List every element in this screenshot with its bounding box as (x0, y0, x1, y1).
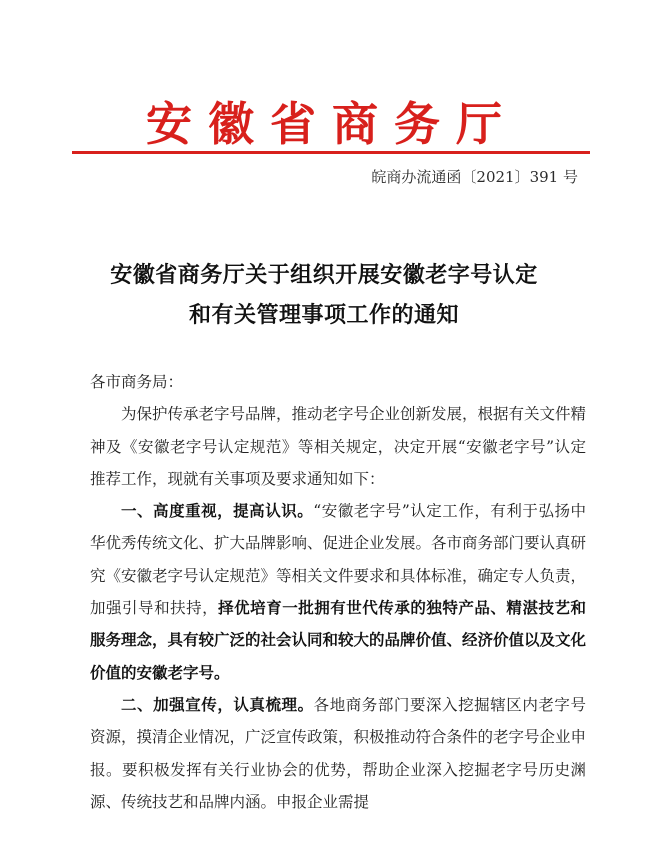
section-1-paragraph (90, 495, 586, 689)
document-body (90, 366, 586, 818)
section-2-heading: 二、加强宣传，认真梳理。 (121, 694, 314, 714)
section-1-emphasis: 择优培育一批拥有世代传承的独特产品、精湛技艺和服务理念，具有较广泛的社会认同和较大的品牌价值、经济价值以及文化价值的安徽老字号。 (90, 598, 587, 682)
issuing-authority-title: 安徽省商务厅 (146, 97, 518, 151)
document-number: 皖商办流通函〔2021〕391 号 (371, 168, 578, 186)
section-2-text: 各地商务部门要深入挖掘辖区内老字号资源，摸清企业情况，广泛宣传政策，积极推动符合条件的老字号企业申报。要积极发挥有关行业协会的优势，帮助企业深入挖掘老字号历史渊源、传统技艺和品牌内涵。申报企业需提 (90, 695, 587, 811)
red-divider-line (72, 151, 590, 154)
salutation: 各市商务局： (90, 373, 184, 391)
section-1-heading: 一、高度重视，提高认识。 (121, 501, 314, 521)
intro-paragraph: 为保护传承老字号品牌，推动老字号企业创新发展，根据有关文件精神及《安徽老字号认定规范》等相关规定，决定开展“安徽老字号”认定推荐工作，现就有关事项及要求通知如下： (90, 405, 587, 488)
section-2-paragraph (90, 689, 586, 818)
section-1-text: “安徽老字号”认定工作，有利于弘扬中华优秀传统文化、扩大品牌影响、促进企业发展。各市商务部门要认真研究《安徽老字号认定规范》等相关文件要求和具体标准，确定专人负责，加强引导和扶持， (90, 502, 587, 618)
document-title-line-1: 安徽省商务厅关于组织开展安徽老字号认定 (110, 262, 538, 288)
document-title-line-2: 和有关管理事项工作的通知 (188, 302, 459, 328)
